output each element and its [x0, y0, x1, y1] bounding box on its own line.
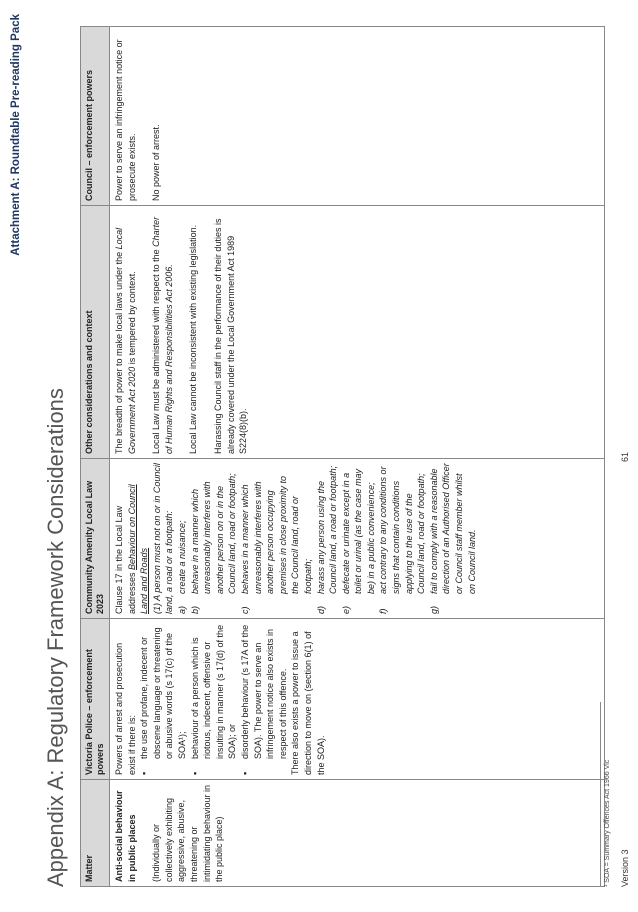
page-title: Appendix A: Regulatory Framework Considerations — [43, 388, 68, 887]
version-label: Version 3 — [620, 849, 630, 887]
framework-table — [80, 26, 605, 887]
law-sub: (1) A person must not on or in Council land, a road or a footpath: — [151, 463, 175, 614]
list-item: g) fail to comply with a reasonable direction of an Authorised Officer or Council staff member whilst on Council land. — [428, 463, 477, 614]
police-list — [138, 623, 289, 775]
footnote-divider — [600, 702, 601, 887]
other-paragraph: Local Law cannot be inconsistent with existing legislation. — [188, 224, 199, 454]
footnote: ¹ SOA = Summary Offences Act 1966 Vic — [604, 759, 611, 887]
attachment-header: Attachment A: Roundtable Pre-reading Pack — [10, 14, 22, 256]
col-header-other: Other considerations and context — [81, 206, 110, 459]
matter-title: Anti-social behaviour in public places — [114, 790, 137, 882]
list-item: ▪ the use of profane, indecent or obscene language or threatening or abusive words (s 17(c) of the SOA¹); — [138, 623, 188, 775]
law-intro: Clause 17 in the Local Law addresses Behaviour on Council Land and Roads — [114, 484, 150, 614]
page-number: 61 — [620, 451, 630, 462]
council-paragraph: No power of arrest. — [151, 124, 162, 201]
list-item: c) behaves in a manner which unreasonably interferes with another person occupying premises in close proximity to the Council land, road or footpath; — [239, 475, 313, 614]
police-intro: Powers of arrest and prosecution exist if there is: — [114, 642, 137, 775]
col-header-local-law: Community Amenity Local Law 2023 — [81, 459, 110, 619]
list-item: d) harass any person using the Council land, a road or footpath; — [315, 465, 339, 614]
table-header-row — [81, 27, 110, 887]
list-item: ▪ disorderly behaviour (s 17A of the SOA). The power to serve an infringement notice also exists in respect of this offence. — [239, 623, 289, 775]
other-paragraph: The breadth of power to make local laws under the Local Government Act 2020 is tempered by context. — [114, 227, 137, 454]
police-outro: There also exists a power to issue a direction to move on (section 6(1) of the SOA). — [290, 631, 326, 775]
council-paragraph: Power to serve an infringement notice or prosecute exists. — [114, 39, 137, 201]
col-header-council: Council – enforcement powers — [81, 27, 110, 206]
list-item: f) act contrary to any conditions or signs that contain conditions applying to the use of the Council land, road or footpath; — [378, 466, 427, 614]
list-item: b) behave in a manner which unreasonably interferes with another person on or in the Council land, road or footpath; — [189, 473, 238, 614]
local-law-cell — [110, 459, 605, 619]
council-cell — [110, 27, 605, 206]
col-header-matter: Matter — [81, 780, 110, 887]
list-item: e) defecate or urinate except in a toilet or urinal (as the case may be) in a public convenience; — [340, 468, 376, 614]
list-item: ▪ behaviour of a person which is riotous, indecent, offensive or insulting in manner (s 17(d) of the SOA); or — [189, 623, 239, 775]
other-paragraph: Harassing Council staff in the performance of their duties is already covered under the Local Government Act 1989 S224(8)(b). — [212, 218, 249, 454]
law-clause-title: Behaviour on Council Land and Roads — [126, 484, 150, 614]
list-item: a) create a nuisance; — [176, 520, 187, 614]
matter-note: (Individually or collectively exhibiting aggressive, abusive, threatening or intimidating behaviour in the public place) — [151, 784, 225, 882]
police-cell — [110, 619, 605, 780]
table-row — [110, 27, 605, 887]
col-header-police: Victoria Police – enforcement powers — [81, 619, 110, 780]
matter-cell — [110, 780, 605, 887]
other-paragraph: Local Law must be administered with respect to the Charter of Human Rights and Responsibilities Act 2006. — [151, 216, 174, 454]
law-list — [176, 463, 478, 614]
other-cell — [110, 206, 605, 459]
